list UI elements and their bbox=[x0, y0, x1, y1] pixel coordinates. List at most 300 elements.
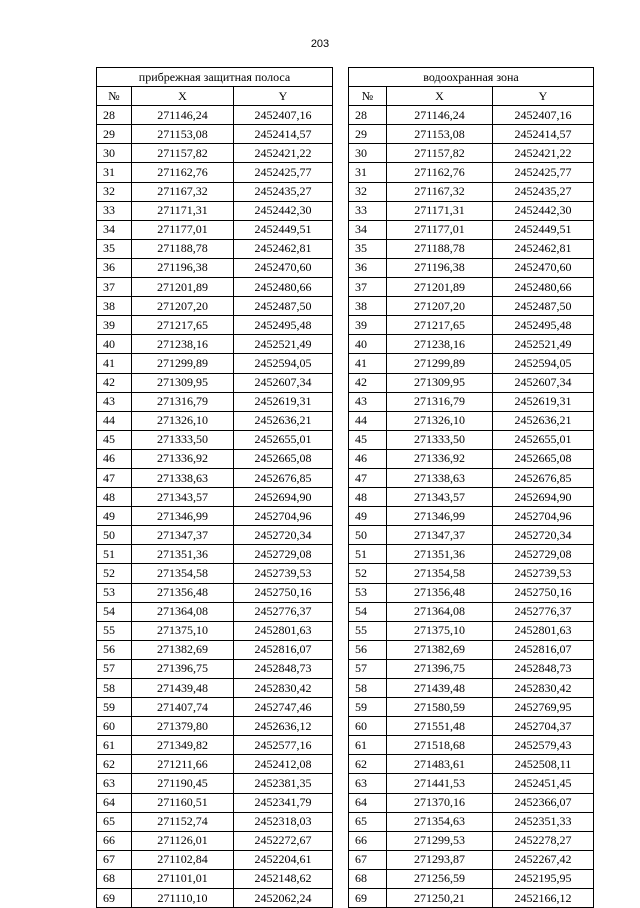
point-number-cell: 65 bbox=[349, 812, 387, 831]
table-row bbox=[97, 411, 333, 430]
y-coordinate-cell: 2452421,22 bbox=[234, 144, 333, 163]
point-number-cell: 37 bbox=[97, 278, 132, 297]
point-number-cell: 34 bbox=[97, 220, 132, 239]
table-row bbox=[97, 488, 333, 507]
x-coordinate-cell: 271299,89 bbox=[132, 354, 234, 373]
table-row bbox=[349, 698, 594, 717]
table-row bbox=[349, 850, 594, 869]
point-number-cell: 38 bbox=[349, 297, 387, 316]
y-coordinate-cell: 2452704,96 bbox=[234, 507, 333, 526]
table-row bbox=[349, 316, 594, 335]
table-row bbox=[349, 182, 594, 201]
x-coordinate-cell: 271167,32 bbox=[387, 182, 493, 201]
x-coordinate-cell: 271336,92 bbox=[387, 449, 493, 468]
table-row bbox=[97, 354, 333, 373]
table-row bbox=[349, 449, 594, 468]
point-number-cell: 59 bbox=[349, 698, 387, 717]
table-row bbox=[97, 698, 333, 717]
x-coordinate-cell: 271343,57 bbox=[387, 488, 493, 507]
x-coordinate-cell: 271211,66 bbox=[132, 755, 234, 774]
y-coordinate-cell: 2452414,57 bbox=[234, 125, 333, 144]
point-number-cell: 32 bbox=[97, 182, 132, 201]
x-coordinate-cell: 271441,53 bbox=[387, 774, 493, 793]
point-number-cell: 57 bbox=[349, 659, 387, 678]
point-number-cell: 47 bbox=[349, 468, 387, 487]
y-coordinate-cell: 2452729,08 bbox=[234, 545, 333, 564]
x-coordinate-cell: 271171,31 bbox=[132, 201, 234, 220]
y-coordinate-cell: 2452665,08 bbox=[493, 449, 594, 468]
table-row bbox=[349, 278, 594, 297]
x-coordinate-cell: 271188,78 bbox=[132, 239, 234, 258]
x-coordinate-cell: 271207,20 bbox=[132, 297, 234, 316]
y-coordinate-cell: 2452729,08 bbox=[493, 545, 594, 564]
x-coordinate-cell: 271126,01 bbox=[132, 831, 234, 850]
x-coordinate-cell: 271153,08 bbox=[132, 125, 234, 144]
x-coordinate-cell: 271217,65 bbox=[132, 316, 234, 335]
y-coordinate-cell: 2452636,21 bbox=[234, 411, 333, 430]
x-coordinate-cell: 271177,01 bbox=[132, 220, 234, 239]
table-row bbox=[349, 640, 594, 659]
x-coordinate-cell: 271364,08 bbox=[387, 602, 493, 621]
point-number-cell: 33 bbox=[97, 201, 132, 220]
table-row bbox=[97, 144, 333, 163]
y-coordinate-cell: 2452407,16 bbox=[234, 106, 333, 125]
x-coordinate-cell: 271162,76 bbox=[132, 163, 234, 182]
y-coordinate-cell: 2452278,27 bbox=[493, 831, 594, 850]
point-number-cell: 51 bbox=[97, 545, 132, 564]
y-coordinate-cell: 2452694,90 bbox=[493, 488, 594, 507]
x-coordinate-cell: 271207,20 bbox=[387, 297, 493, 316]
table-row bbox=[349, 717, 594, 736]
table-row bbox=[349, 354, 594, 373]
y-coordinate-cell: 2452470,60 bbox=[493, 258, 594, 277]
x-coordinate-cell: 271299,53 bbox=[387, 831, 493, 850]
y-coordinate-cell: 2452449,51 bbox=[493, 220, 594, 239]
y-coordinate-cell: 2452619,31 bbox=[493, 392, 594, 411]
table-row bbox=[349, 239, 594, 258]
y-coordinate-cell: 2452830,42 bbox=[493, 679, 594, 698]
x-coordinate-cell: 271354,58 bbox=[132, 564, 234, 583]
table-row bbox=[349, 297, 594, 316]
x-coordinate-cell: 271396,75 bbox=[132, 659, 234, 678]
y-coordinate-cell: 2452577,16 bbox=[234, 736, 333, 755]
y-coordinate-cell: 2452619,31 bbox=[234, 392, 333, 411]
table-row bbox=[97, 774, 333, 793]
table-row bbox=[97, 297, 333, 316]
table-row bbox=[97, 258, 333, 277]
point-number-cell: 42 bbox=[97, 373, 132, 392]
x-coordinate-cell: 271309,95 bbox=[132, 373, 234, 392]
x-coordinate-cell: 271152,74 bbox=[132, 812, 234, 831]
point-number-cell: 54 bbox=[349, 602, 387, 621]
y-coordinate-cell: 2452720,34 bbox=[234, 526, 333, 545]
table-row bbox=[97, 640, 333, 659]
water-protection-zone-table bbox=[348, 67, 594, 908]
x-coordinate-cell: 271580,59 bbox=[387, 698, 493, 717]
table-row bbox=[349, 545, 594, 564]
point-number-cell: 34 bbox=[349, 220, 387, 239]
point-number-cell: 54 bbox=[97, 602, 132, 621]
table-row bbox=[97, 545, 333, 564]
table-title: водоохранная зона bbox=[349, 68, 594, 87]
x-coordinate-cell: 271382,69 bbox=[132, 640, 234, 659]
x-coordinate-cell: 271190,45 bbox=[132, 774, 234, 793]
point-number-cell: 29 bbox=[97, 125, 132, 144]
point-number-cell: 46 bbox=[97, 449, 132, 468]
point-number-cell: 30 bbox=[349, 144, 387, 163]
column-header-x: X bbox=[132, 87, 234, 106]
point-number-cell: 55 bbox=[97, 621, 132, 640]
point-number-cell: 62 bbox=[349, 755, 387, 774]
y-coordinate-cell: 2452381,35 bbox=[234, 774, 333, 793]
point-number-cell: 36 bbox=[349, 258, 387, 277]
y-coordinate-cell: 2452166,12 bbox=[493, 889, 594, 908]
x-coordinate-cell: 271364,08 bbox=[132, 602, 234, 621]
y-coordinate-cell: 2452816,07 bbox=[234, 640, 333, 659]
table-row bbox=[349, 125, 594, 144]
point-number-cell: 57 bbox=[97, 659, 132, 678]
column-header-number: № bbox=[97, 87, 132, 106]
point-number-cell: 45 bbox=[97, 430, 132, 449]
x-coordinate-cell: 271551,48 bbox=[387, 717, 493, 736]
point-number-cell: 42 bbox=[349, 373, 387, 392]
column-header-y: Y bbox=[493, 87, 594, 106]
point-number-cell: 37 bbox=[349, 278, 387, 297]
table-row bbox=[97, 831, 333, 850]
y-coordinate-cell: 2452801,63 bbox=[234, 621, 333, 640]
point-number-cell: 47 bbox=[97, 468, 132, 487]
table-row bbox=[349, 430, 594, 449]
table-row bbox=[349, 411, 594, 430]
table-row bbox=[97, 392, 333, 411]
x-coordinate-cell: 271347,37 bbox=[387, 526, 493, 545]
point-number-cell: 66 bbox=[349, 831, 387, 850]
table-row bbox=[349, 335, 594, 354]
y-coordinate-cell: 2452508,11 bbox=[493, 755, 594, 774]
table-row bbox=[97, 468, 333, 487]
x-coordinate-cell: 271439,48 bbox=[132, 679, 234, 698]
x-coordinate-cell: 271256,59 bbox=[387, 869, 493, 888]
table-row bbox=[97, 125, 333, 144]
point-number-cell: 69 bbox=[97, 889, 132, 908]
table-row bbox=[97, 373, 333, 392]
x-coordinate-cell: 271157,82 bbox=[387, 144, 493, 163]
point-number-cell: 69 bbox=[349, 889, 387, 908]
y-coordinate-cell: 2452676,85 bbox=[234, 468, 333, 487]
table-row bbox=[97, 449, 333, 468]
y-coordinate-cell: 2452442,30 bbox=[493, 201, 594, 220]
point-number-cell: 44 bbox=[97, 411, 132, 430]
y-coordinate-cell: 2452412,08 bbox=[234, 755, 333, 774]
y-coordinate-cell: 2452848,73 bbox=[493, 659, 594, 678]
y-coordinate-cell: 2452318,03 bbox=[234, 812, 333, 831]
x-coordinate-cell: 271162,76 bbox=[387, 163, 493, 182]
y-coordinate-cell: 2452521,49 bbox=[493, 335, 594, 354]
table-row bbox=[97, 220, 333, 239]
y-coordinate-cell: 2452195,95 bbox=[493, 869, 594, 888]
point-number-cell: 63 bbox=[349, 774, 387, 793]
x-coordinate-cell: 271346,99 bbox=[387, 507, 493, 526]
point-number-cell: 65 bbox=[97, 812, 132, 831]
y-coordinate-cell: 2452351,33 bbox=[493, 812, 594, 831]
x-coordinate-cell: 271293,87 bbox=[387, 850, 493, 869]
point-number-cell: 60 bbox=[97, 717, 132, 736]
y-coordinate-cell: 2452366,07 bbox=[493, 793, 594, 812]
x-coordinate-cell: 271326,10 bbox=[132, 411, 234, 430]
point-number-cell: 35 bbox=[97, 239, 132, 258]
table-row bbox=[349, 526, 594, 545]
table-row bbox=[349, 812, 594, 831]
y-coordinate-cell: 2452267,42 bbox=[493, 850, 594, 869]
table-row bbox=[349, 621, 594, 640]
point-number-cell: 62 bbox=[97, 755, 132, 774]
y-coordinate-cell: 2452407,16 bbox=[493, 106, 594, 125]
y-coordinate-cell: 2452425,77 bbox=[493, 163, 594, 182]
table-row bbox=[349, 392, 594, 411]
x-coordinate-cell: 271483,61 bbox=[387, 755, 493, 774]
y-coordinate-cell: 2452435,27 bbox=[234, 182, 333, 201]
table-row bbox=[97, 717, 333, 736]
x-coordinate-cell: 271167,32 bbox=[132, 182, 234, 201]
column-header-y: Y bbox=[234, 87, 333, 106]
table-row bbox=[349, 869, 594, 888]
x-coordinate-cell: 271518,68 bbox=[387, 736, 493, 755]
table-row bbox=[349, 488, 594, 507]
x-coordinate-cell: 271188,78 bbox=[387, 239, 493, 258]
y-coordinate-cell: 2452480,66 bbox=[234, 278, 333, 297]
point-number-cell: 67 bbox=[349, 850, 387, 869]
point-number-cell: 39 bbox=[349, 316, 387, 335]
table-row bbox=[97, 793, 333, 812]
point-number-cell: 55 bbox=[349, 621, 387, 640]
table-row bbox=[97, 564, 333, 583]
table-row bbox=[349, 373, 594, 392]
point-number-cell: 56 bbox=[97, 640, 132, 659]
x-coordinate-cell: 271309,95 bbox=[387, 373, 493, 392]
point-number-cell: 45 bbox=[349, 430, 387, 449]
y-coordinate-cell: 2452148,62 bbox=[234, 869, 333, 888]
table-row bbox=[349, 220, 594, 239]
y-coordinate-cell: 2452694,90 bbox=[234, 488, 333, 507]
x-coordinate-cell: 271382,69 bbox=[387, 640, 493, 659]
point-number-cell: 50 bbox=[97, 526, 132, 545]
table-row bbox=[349, 659, 594, 678]
point-number-cell: 68 bbox=[349, 869, 387, 888]
table-row bbox=[97, 621, 333, 640]
x-coordinate-cell: 271439,48 bbox=[387, 679, 493, 698]
point-number-cell: 52 bbox=[97, 564, 132, 583]
point-number-cell: 48 bbox=[349, 488, 387, 507]
table-row bbox=[97, 526, 333, 545]
y-coordinate-cell: 2452655,01 bbox=[493, 430, 594, 449]
point-number-cell: 64 bbox=[97, 793, 132, 812]
table-row bbox=[97, 507, 333, 526]
x-coordinate-cell: 271351,36 bbox=[387, 545, 493, 564]
x-coordinate-cell: 271102,84 bbox=[132, 850, 234, 869]
x-coordinate-cell: 271396,75 bbox=[387, 659, 493, 678]
x-coordinate-cell: 271110,10 bbox=[132, 889, 234, 908]
table-row bbox=[349, 774, 594, 793]
table-row bbox=[97, 583, 333, 602]
y-coordinate-cell: 2452414,57 bbox=[493, 125, 594, 144]
x-coordinate-cell: 271370,16 bbox=[387, 793, 493, 812]
x-coordinate-cell: 271347,37 bbox=[132, 526, 234, 545]
y-coordinate-cell: 2452462,81 bbox=[493, 239, 594, 258]
table-row bbox=[97, 659, 333, 678]
x-coordinate-cell: 271196,38 bbox=[387, 258, 493, 277]
y-coordinate-cell: 2452704,96 bbox=[493, 507, 594, 526]
table-row bbox=[349, 583, 594, 602]
y-coordinate-cell: 2452739,53 bbox=[234, 564, 333, 583]
y-coordinate-cell: 2452487,50 bbox=[493, 297, 594, 316]
point-number-cell: 30 bbox=[97, 144, 132, 163]
y-coordinate-cell: 2452425,77 bbox=[234, 163, 333, 182]
y-coordinate-cell: 2452487,50 bbox=[234, 297, 333, 316]
y-coordinate-cell: 2452470,60 bbox=[234, 258, 333, 277]
point-number-cell: 35 bbox=[349, 239, 387, 258]
y-coordinate-cell: 2452769,95 bbox=[493, 698, 594, 717]
x-coordinate-cell: 271157,82 bbox=[132, 144, 234, 163]
y-coordinate-cell: 2452462,81 bbox=[234, 239, 333, 258]
x-coordinate-cell: 271238,16 bbox=[387, 335, 493, 354]
y-coordinate-cell: 2452747,46 bbox=[234, 698, 333, 717]
point-number-cell: 43 bbox=[349, 392, 387, 411]
point-number-cell: 38 bbox=[97, 297, 132, 316]
y-coordinate-cell: 2452062,24 bbox=[234, 889, 333, 908]
y-coordinate-cell: 2452848,73 bbox=[234, 659, 333, 678]
table-row bbox=[349, 468, 594, 487]
x-coordinate-cell: 271201,89 bbox=[132, 278, 234, 297]
y-coordinate-cell: 2452204,61 bbox=[234, 850, 333, 869]
table-row bbox=[349, 201, 594, 220]
table-row bbox=[349, 831, 594, 850]
y-coordinate-cell: 2452451,45 bbox=[493, 774, 594, 793]
y-coordinate-cell: 2452655,01 bbox=[234, 430, 333, 449]
x-coordinate-cell: 271375,10 bbox=[387, 621, 493, 640]
table-row bbox=[349, 602, 594, 621]
point-number-cell: 60 bbox=[349, 717, 387, 736]
x-coordinate-cell: 271379,80 bbox=[132, 717, 234, 736]
table-row bbox=[349, 793, 594, 812]
y-coordinate-cell: 2452739,53 bbox=[493, 564, 594, 583]
x-coordinate-cell: 271153,08 bbox=[387, 125, 493, 144]
y-coordinate-cell: 2452750,16 bbox=[493, 583, 594, 602]
table-row bbox=[349, 679, 594, 698]
point-number-cell: 61 bbox=[349, 736, 387, 755]
table-row bbox=[349, 507, 594, 526]
table-row bbox=[349, 144, 594, 163]
x-coordinate-cell: 271338,63 bbox=[387, 468, 493, 487]
point-number-cell: 53 bbox=[97, 583, 132, 602]
x-coordinate-cell: 271146,24 bbox=[387, 106, 493, 125]
point-number-cell: 28 bbox=[97, 106, 132, 125]
table-row bbox=[97, 239, 333, 258]
y-coordinate-cell: 2452607,34 bbox=[493, 373, 594, 392]
y-coordinate-cell: 2452594,05 bbox=[234, 354, 333, 373]
x-coordinate-cell: 271338,63 bbox=[132, 468, 234, 487]
point-number-cell: 31 bbox=[97, 163, 132, 182]
x-coordinate-cell: 271349,82 bbox=[132, 736, 234, 755]
y-coordinate-cell: 2452676,85 bbox=[493, 468, 594, 487]
column-header-x: X bbox=[387, 87, 493, 106]
y-coordinate-cell: 2452816,07 bbox=[493, 640, 594, 659]
x-coordinate-cell: 271333,50 bbox=[132, 430, 234, 449]
point-number-cell: 56 bbox=[349, 640, 387, 659]
point-number-cell: 49 bbox=[349, 507, 387, 526]
y-coordinate-cell: 2452665,08 bbox=[234, 449, 333, 468]
point-number-cell: 61 bbox=[97, 736, 132, 755]
y-coordinate-cell: 2452636,12 bbox=[234, 717, 333, 736]
column-header-number: № bbox=[349, 87, 387, 106]
y-coordinate-cell: 2452776,37 bbox=[493, 602, 594, 621]
x-coordinate-cell: 271333,50 bbox=[387, 430, 493, 449]
table-row bbox=[349, 736, 594, 755]
table-row bbox=[97, 163, 333, 182]
table-row bbox=[97, 201, 333, 220]
y-coordinate-cell: 2452704,37 bbox=[493, 717, 594, 736]
table-row bbox=[97, 430, 333, 449]
point-number-cell: 46 bbox=[349, 449, 387, 468]
point-number-cell: 43 bbox=[97, 392, 132, 411]
table-row bbox=[97, 335, 333, 354]
point-number-cell: 50 bbox=[349, 526, 387, 545]
y-coordinate-cell: 2452480,66 bbox=[493, 278, 594, 297]
point-number-cell: 33 bbox=[349, 201, 387, 220]
table-row bbox=[349, 564, 594, 583]
point-number-cell: 51 bbox=[349, 545, 387, 564]
point-number-cell: 66 bbox=[97, 831, 132, 850]
point-number-cell: 59 bbox=[97, 698, 132, 717]
table-row bbox=[349, 163, 594, 182]
table-row bbox=[97, 182, 333, 201]
x-coordinate-cell: 271217,65 bbox=[387, 316, 493, 335]
x-coordinate-cell: 271160,51 bbox=[132, 793, 234, 812]
point-number-cell: 40 bbox=[97, 335, 132, 354]
y-coordinate-cell: 2452495,48 bbox=[493, 316, 594, 335]
table-title: прибрежная защитная полоса bbox=[97, 68, 333, 87]
y-coordinate-cell: 2452495,48 bbox=[234, 316, 333, 335]
point-number-cell: 41 bbox=[97, 354, 132, 373]
table-row bbox=[97, 755, 333, 774]
y-coordinate-cell: 2452594,05 bbox=[493, 354, 594, 373]
y-coordinate-cell: 2452801,63 bbox=[493, 621, 594, 640]
y-coordinate-cell: 2452579,43 bbox=[493, 736, 594, 755]
y-coordinate-cell: 2452449,51 bbox=[234, 220, 333, 239]
table-row bbox=[349, 755, 594, 774]
point-number-cell: 40 bbox=[349, 335, 387, 354]
y-coordinate-cell: 2452607,34 bbox=[234, 373, 333, 392]
x-coordinate-cell: 271196,38 bbox=[132, 258, 234, 277]
page-number: 203 bbox=[310, 38, 330, 50]
y-coordinate-cell: 2452830,42 bbox=[234, 679, 333, 698]
point-number-cell: 32 bbox=[349, 182, 387, 201]
point-number-cell: 67 bbox=[97, 850, 132, 869]
y-coordinate-cell: 2452720,34 bbox=[493, 526, 594, 545]
point-number-cell: 39 bbox=[97, 316, 132, 335]
y-coordinate-cell: 2452341,79 bbox=[234, 793, 333, 812]
point-number-cell: 63 bbox=[97, 774, 132, 793]
table-row bbox=[349, 258, 594, 277]
y-coordinate-cell: 2452636,21 bbox=[493, 411, 594, 430]
x-coordinate-cell: 271299,89 bbox=[387, 354, 493, 373]
x-coordinate-cell: 271407,74 bbox=[132, 698, 234, 717]
table-row bbox=[97, 869, 333, 888]
point-number-cell: 31 bbox=[349, 163, 387, 182]
point-number-cell: 53 bbox=[349, 583, 387, 602]
point-number-cell: 64 bbox=[349, 793, 387, 812]
x-coordinate-cell: 271356,48 bbox=[387, 583, 493, 602]
coastal-protection-strip-table bbox=[96, 67, 333, 908]
